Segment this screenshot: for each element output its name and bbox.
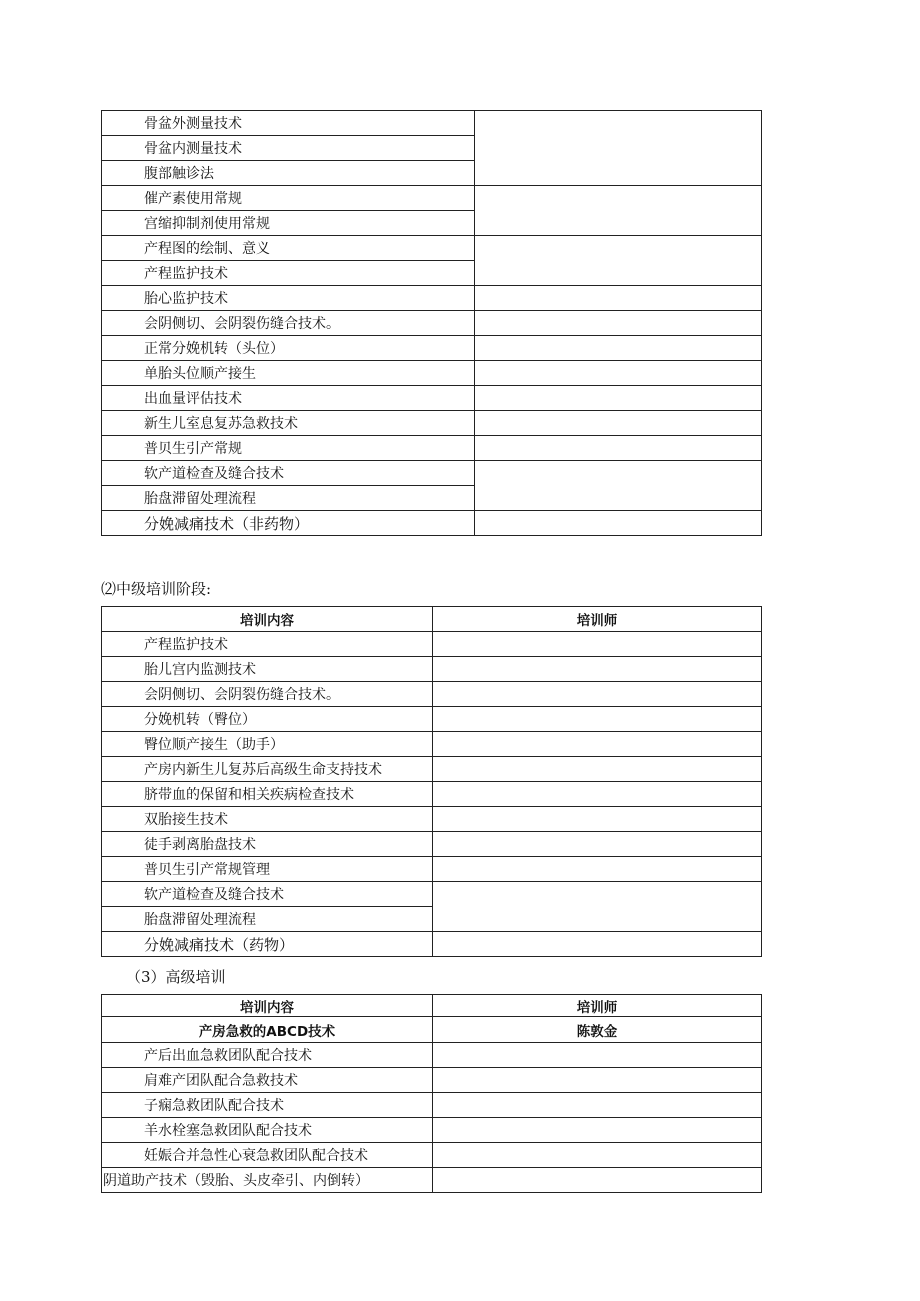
content-cell: 骨盆内测量技术 — [102, 136, 475, 161]
intermediate-training-table — [101, 606, 762, 957]
table-row — [102, 1043, 762, 1068]
table-row — [102, 757, 762, 782]
trainer-cell — [433, 1118, 762, 1143]
trainer-cell — [433, 807, 762, 832]
trainer-cell — [433, 682, 762, 707]
content-cell: 阴道助产技术（毁胎、头皮牵引、内倒转） — [102, 1168, 433, 1193]
content-cell: 产程图的绘制、意义 — [102, 236, 475, 261]
table-row — [102, 286, 762, 311]
trainer-cell — [433, 932, 762, 957]
content-cell: 产程监护技术 — [102, 261, 475, 286]
content-cell: 脐带血的保留和相关疾病检查技术 — [102, 782, 433, 807]
table-row — [102, 111, 762, 136]
content-cell: 双胎接生技术 — [102, 807, 433, 832]
trainer-cell — [475, 186, 762, 236]
content-cell: 子痫急救团队配合技术 — [102, 1093, 433, 1118]
header-trainer: 培训师 — [433, 995, 762, 1017]
trainer-cell — [433, 782, 762, 807]
table-subheader — [102, 1017, 762, 1043]
content-cell: 分娩机转（臀位） — [102, 707, 433, 732]
content-cell: 产程监护技术 — [102, 632, 433, 657]
content-cell: 会阴侧切、会阴裂伤缝合技术。 — [102, 682, 433, 707]
content-cell: 臀位顺产接生（助手） — [102, 732, 433, 757]
trainer-cell — [433, 832, 762, 857]
table-row — [102, 632, 762, 657]
trainer-cell — [475, 311, 762, 336]
table-row — [102, 932, 762, 957]
content-cell: 软产道检查及缝合技术 — [102, 882, 433, 907]
content-cell: 普贝生引产常规 — [102, 436, 475, 461]
trainer-cell — [475, 461, 762, 511]
content-cell: 腹部触诊法 — [102, 161, 475, 186]
table-row — [102, 436, 762, 461]
trainer-cell — [475, 411, 762, 436]
content-cell: 妊娠合并急性心衰急救团队配合技术 — [102, 1143, 433, 1168]
table-header — [102, 607, 762, 632]
trainer-cell — [433, 1068, 762, 1093]
trainer-cell — [475, 336, 762, 361]
trainer-cell — [475, 361, 762, 386]
content-cell: 产后出血急救团队配合技术 — [102, 1043, 433, 1068]
table-row — [102, 1143, 762, 1168]
table-row — [102, 807, 762, 832]
content-cell: 宫缩抑制剂使用常规 — [102, 211, 475, 236]
section-title-intermediate: ⑵中级培训阶段: — [101, 580, 212, 598]
content-cell: 羊水栓塞急救团队配合技术 — [102, 1118, 433, 1143]
table-row — [102, 361, 762, 386]
table-row — [102, 782, 762, 807]
trainer-cell — [433, 1143, 762, 1168]
trainer-cell — [475, 111, 762, 186]
table-row — [102, 236, 762, 261]
table-row — [102, 832, 762, 857]
table-row — [102, 1068, 762, 1093]
content-cell: 产房内新生儿复苏后高级生命支持技术 — [102, 757, 433, 782]
content-cell: 单胎头位顺产接生 — [102, 361, 475, 386]
content-cell: 肩难产团队配合急救技术 — [102, 1068, 433, 1093]
table-row — [102, 511, 762, 536]
content-cell: 骨盆外测量技术 — [102, 111, 475, 136]
content-cell: 胎盘滞留处理流程 — [102, 486, 475, 511]
table-row — [102, 882, 762, 907]
trainer-cell — [433, 657, 762, 682]
header-trainer: 培训师 — [433, 607, 762, 632]
content-cell: 软产道检查及缝合技术 — [102, 461, 475, 486]
content-cell: 胎心监护技术 — [102, 286, 475, 311]
trainer-cell — [433, 1093, 762, 1118]
table-row — [102, 657, 762, 682]
basic-training-table — [101, 110, 762, 536]
table-row — [102, 707, 762, 732]
content-cell: 徒手剥离胎盘技术 — [102, 832, 433, 857]
content-cell: 新生儿室息复苏急救技术 — [102, 411, 475, 436]
trainer-cell — [475, 511, 762, 536]
content-cell: 分娩减痛技术（非药物） — [102, 511, 475, 536]
trainer-cell — [433, 632, 762, 657]
table-row — [102, 1168, 762, 1193]
subheader-content: 产房急救的ABCD技术 — [102, 1017, 433, 1043]
content-cell: 会阴侧切、会阴裂伤缝合技术。 — [102, 311, 475, 336]
section-title-advanced: （3）高级培训 — [126, 968, 226, 986]
header-content: 培训内容 — [102, 607, 433, 632]
table-row — [102, 411, 762, 436]
header-content: 培训内容 — [102, 995, 433, 1017]
table-row — [102, 186, 762, 211]
trainer-cell — [433, 732, 762, 757]
trainer-cell — [433, 1043, 762, 1068]
trainer-cell — [433, 707, 762, 732]
content-cell: 正常分娩机转（头位） — [102, 336, 475, 361]
content-cell: 出血量评估技术 — [102, 386, 475, 411]
content-cell: 催产素使用常规 — [102, 186, 475, 211]
table-header — [102, 995, 762, 1017]
content-cell: 普贝生引产常规管理 — [102, 857, 433, 882]
trainer-cell — [475, 286, 762, 311]
trainer-cell — [433, 857, 762, 882]
content-cell: 胎盘滞留处理流程 — [102, 907, 433, 932]
trainer-cell — [475, 436, 762, 461]
table-row — [102, 461, 762, 486]
table-row — [102, 386, 762, 411]
table-row — [102, 1118, 762, 1143]
table-row — [102, 1093, 762, 1118]
trainer-cell — [475, 386, 762, 411]
trainer-cell — [475, 236, 762, 286]
table-row — [102, 857, 762, 882]
table-row — [102, 311, 762, 336]
trainer-cell — [433, 1168, 762, 1193]
advanced-training-table — [101, 994, 762, 1193]
table-row — [102, 336, 762, 361]
content-cell: 分娩减痛技术（药物） — [102, 932, 433, 957]
table-row — [102, 682, 762, 707]
subheader-trainer: 陈敦金 — [433, 1017, 762, 1043]
table-row — [102, 732, 762, 757]
trainer-cell — [433, 757, 762, 782]
content-cell: 胎儿宫内监测技术 — [102, 657, 433, 682]
trainer-cell — [433, 882, 762, 932]
